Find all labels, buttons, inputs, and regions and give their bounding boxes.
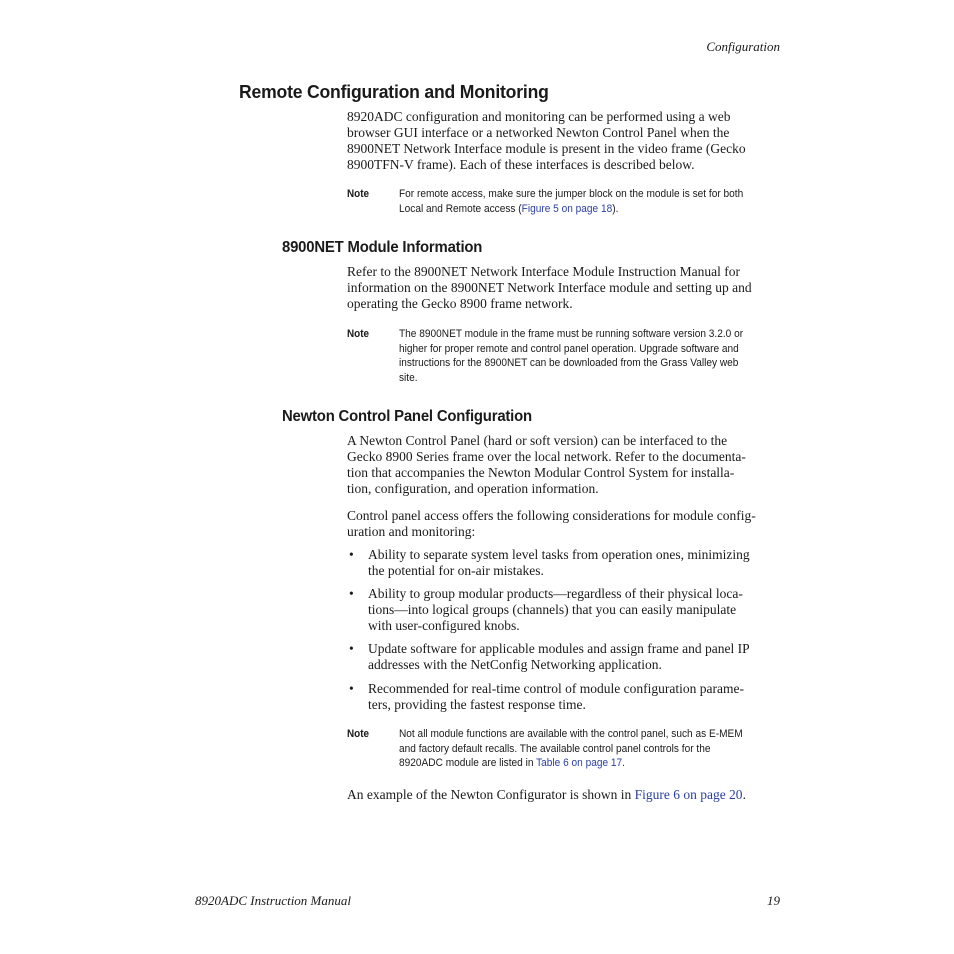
bullet-icon: • — [349, 681, 354, 696]
list-item: • Ability to separate system level tasks from operation ones, minimizing the potential for on-air mistakes. — [349, 547, 750, 578]
text-line: uration and monitoring: — [347, 524, 476, 539]
figure-6-link[interactable]: Figure 6 on page 20 — [634, 787, 743, 802]
note-line: For remote access, make sure the jumper block on the module is set for both — [399, 188, 744, 200]
list-item: • Ability to group modular products—regardless of their physical loca- tions—into logical groups (channels) that you can easily manipulate with user-configured knobs. — [349, 586, 743, 633]
note-label: Note — [347, 328, 370, 340]
bullet-icon: • — [349, 641, 354, 656]
note-remote-access — [399, 187, 744, 216]
section-heading: Remote Configuration and Monitoring — [239, 81, 549, 102]
bullet-icon: • — [349, 586, 354, 601]
newton-paragraph-1 — [347, 433, 783, 497]
note-line: Not all module functions are available with the control panel, such as E-MEM — [399, 728, 743, 740]
subsection-heading-8900net: 8900NET Module Information — [282, 239, 483, 256]
note-line: 8920ADC module are listed in Table 6 on page 17. — [399, 757, 626, 770]
text-line: 8900NET Network Interface module is present in the video frame (Gecko — [347, 141, 746, 156]
note-line: instructions for the 8900NET can be downloaded from the Grass Valley web — [399, 357, 739, 370]
text-line: Control panel access offers the following considerations for module config- — [347, 508, 756, 523]
text-line: browser GUI interface or a networked Newton Control Panel when the — [347, 125, 730, 140]
newton-paragraph-2 — [347, 508, 783, 540]
list-item: • Update software for applicable modules and assign frame and panel IP addresses with the NetConfig Networking application. — [349, 641, 750, 672]
text-line: tion that accompanies the Newton Modular Control System for installa- — [347, 465, 735, 480]
running-header: Configuration — [706, 39, 780, 54]
note-label: Note — [347, 188, 370, 200]
closing-paragraph: An example of the Newton Configurator is shown in Figure 6 on page 20. — [347, 787, 746, 802]
note-8900net — [399, 327, 744, 385]
considerations-list — [347, 547, 787, 713]
text-line: A Newton Control Panel (hard or soft version) can be interfaced to the — [347, 433, 728, 448]
text-line: Gecko 8900 Series frame over the local network. Refer to the documenta- — [347, 449, 746, 464]
text-line: tion, configuration, and operation information. — [347, 481, 599, 496]
subsection-heading-newton: Newton Control Panel Configuration — [282, 408, 532, 425]
table-6-link[interactable]: Table 6 on page 17 — [536, 757, 623, 770]
footer-manual-title: 8920ADC Instruction Manual — [195, 893, 351, 908]
bullet-icon: • — [349, 547, 354, 562]
note-line: The 8900NET module in the frame must be running software version 3.2.0 or — [399, 328, 744, 340]
note-line: site. — [399, 371, 418, 384]
text-line: Refer to the 8900NET Network Interface Module Instruction Manual for — [347, 264, 741, 279]
list-item: • Recommended for real-time control of module configuration parame- ters, providing the fastest response time. — [349, 681, 744, 712]
text-line: operating the Gecko 8900 frame network. — [347, 296, 573, 311]
note-line: and factory default recalls. The available control panel controls for the — [399, 742, 711, 755]
note-control-panel — [399, 727, 743, 771]
8900net-paragraph — [347, 264, 783, 312]
note-line: higher for proper remote and control panel operation. Upgrade software and — [399, 342, 739, 355]
page-number: 19 — [767, 893, 780, 908]
figure-5-link[interactable]: Figure 5 on page 18 — [521, 202, 613, 215]
text-line: information on the 8900NET Network Interface module and setting up and — [347, 280, 752, 295]
text-line: 8900TFN-V frame). Each of these interfaces is described below. — [347, 157, 695, 172]
note-label: Note — [347, 728, 370, 740]
intro-paragraph — [347, 109, 783, 173]
note-line: Local and Remote access (Figure 5 on page 18). — [399, 202, 619, 215]
text-line: 8920ADC configuration and monitoring can be performed using a web — [347, 109, 731, 124]
